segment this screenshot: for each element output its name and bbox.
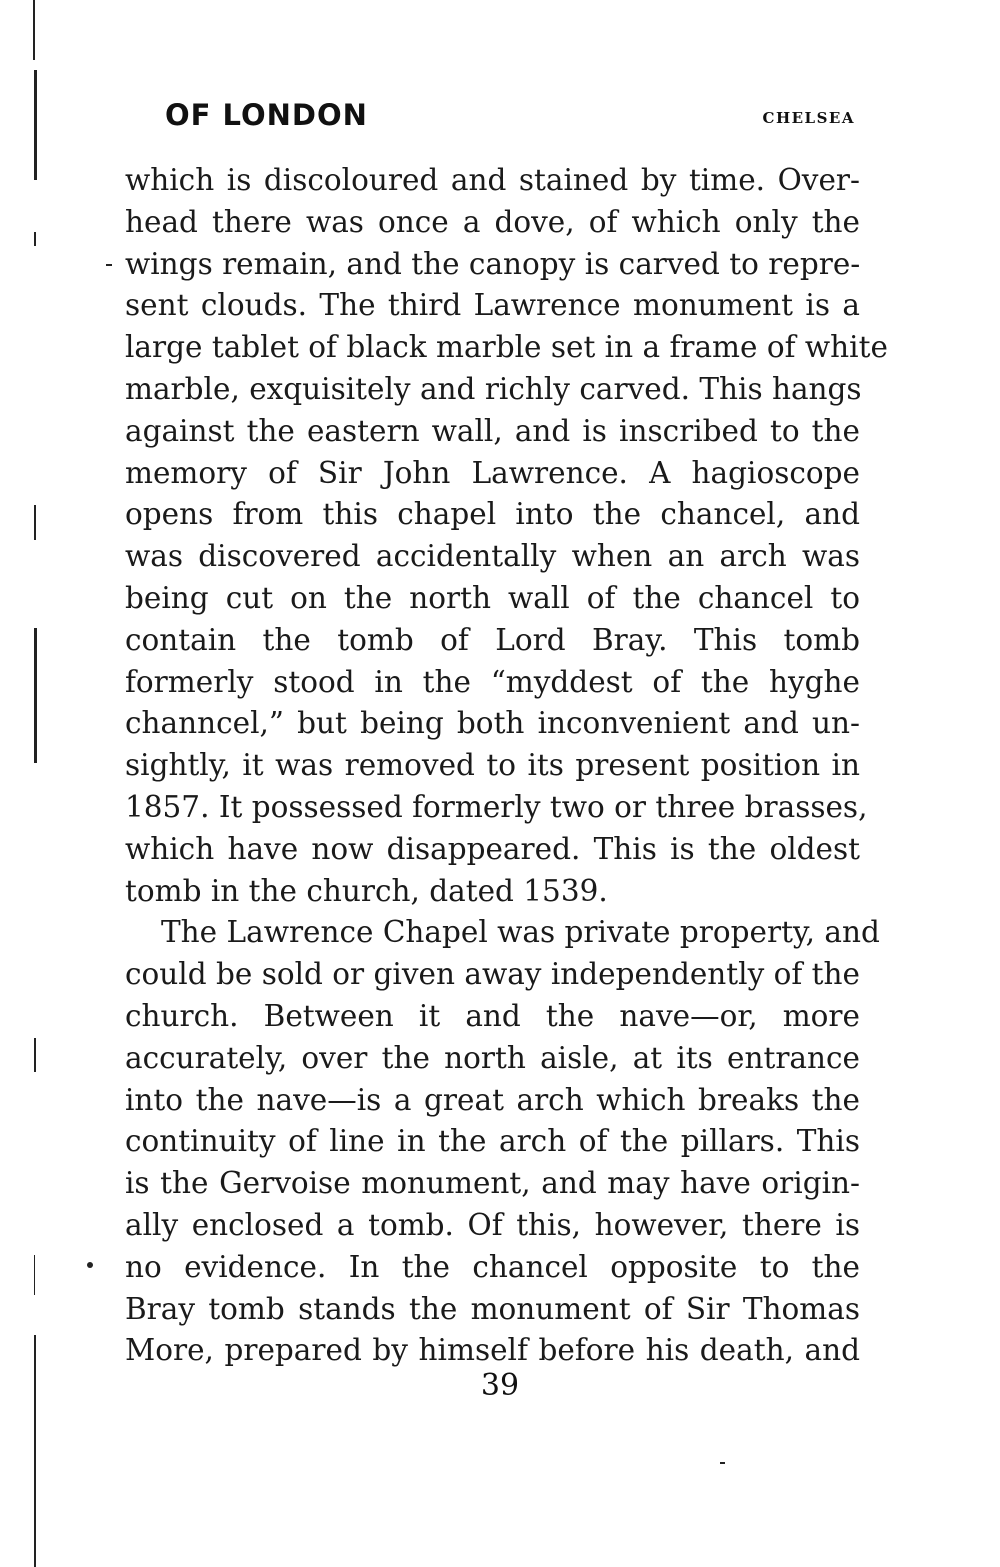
text-line: formerly stood in the “myddest of the hyghe [125,664,860,699]
text-line: sightly, it was removed to its present position in [125,748,860,783]
text-line: opens from this chapel into the chancel, and [125,497,860,532]
text-line: no evidence. In the chancel opposite to the [125,1249,860,1284]
text-line: sent clouds. The third Lawrence monument is a [125,288,860,323]
header-section-title: CHELSEA [762,109,855,127]
text-line: which is discoloured and stained by time. Over- [125,163,860,197]
text-line: against the eastern wall, and is inscribed to the [125,413,860,448]
text-line: which have now disappeared. This is the oldest [125,831,860,866]
scan-edge-mark [34,628,37,763]
text-line: continuity of line in the arch of the pillars. This [125,1124,860,1159]
text-line: memory of Sir John Lawrence. A hagioscope [125,455,860,490]
paragraph [125,912,880,1372]
text-line: could be sold or given away independently of the [125,957,860,992]
text-line: The Lawrence Chapel was private property, and [161,915,880,950]
scan-edge-mark [33,0,35,60]
text-line: More, prepared by himself before his death, and [125,1333,860,1368]
scan-edge-mark [34,505,36,540]
text-line: is the Gervoise monument, and may have origin- [125,1166,860,1201]
text-line: being cut on the north wall of the chancel to [125,580,860,615]
text-line: ally enclosed a tomb. Of this, however, there is [125,1207,860,1242]
text-line: into the nave—is a great arch which breaks the [125,1082,860,1117]
scan-speck [106,264,112,266]
scan-speck [720,1462,725,1464]
header-book-title: OF LONDON [165,98,368,132]
text-line: 1857. It possessed formerly two or three brasses, [125,789,868,824]
text-line: large tablet of black marble set in a frame of white [125,330,888,365]
text-line: accurately, over the north aisle, at its entrance [125,1040,860,1075]
text-line: channcel,” but being both inconvenient and un- [125,706,860,741]
scan-edge-mark [34,70,37,180]
text-line: church. Between it and the nave—or, more [125,998,860,1033]
scan-edge-mark [34,1038,36,1072]
running-header [165,98,855,138]
text-line: Bray tomb stands the monument of Sir Thomas [125,1291,860,1326]
text-line: marble, exquisitely and richly carved. This hangs [125,371,862,406]
text-line: contain the tomb of Lord Bray. This tomb [125,622,860,657]
text-line: head there was once a dove, of which only the [125,204,860,239]
page-number: 39 [480,1368,520,1403]
scan-edge-mark [34,1255,35,1295]
paragraph [125,160,888,912]
body-text [125,160,888,1372]
text-line: was discovered accidentally when an arch was [125,539,860,574]
text-line: wings remain, and the canopy is carved to repre- [125,246,861,281]
scan-speck [87,1262,93,1268]
scan-edge-mark [34,232,36,246]
text-line: tomb in the church, dated 1539. [125,873,608,908]
